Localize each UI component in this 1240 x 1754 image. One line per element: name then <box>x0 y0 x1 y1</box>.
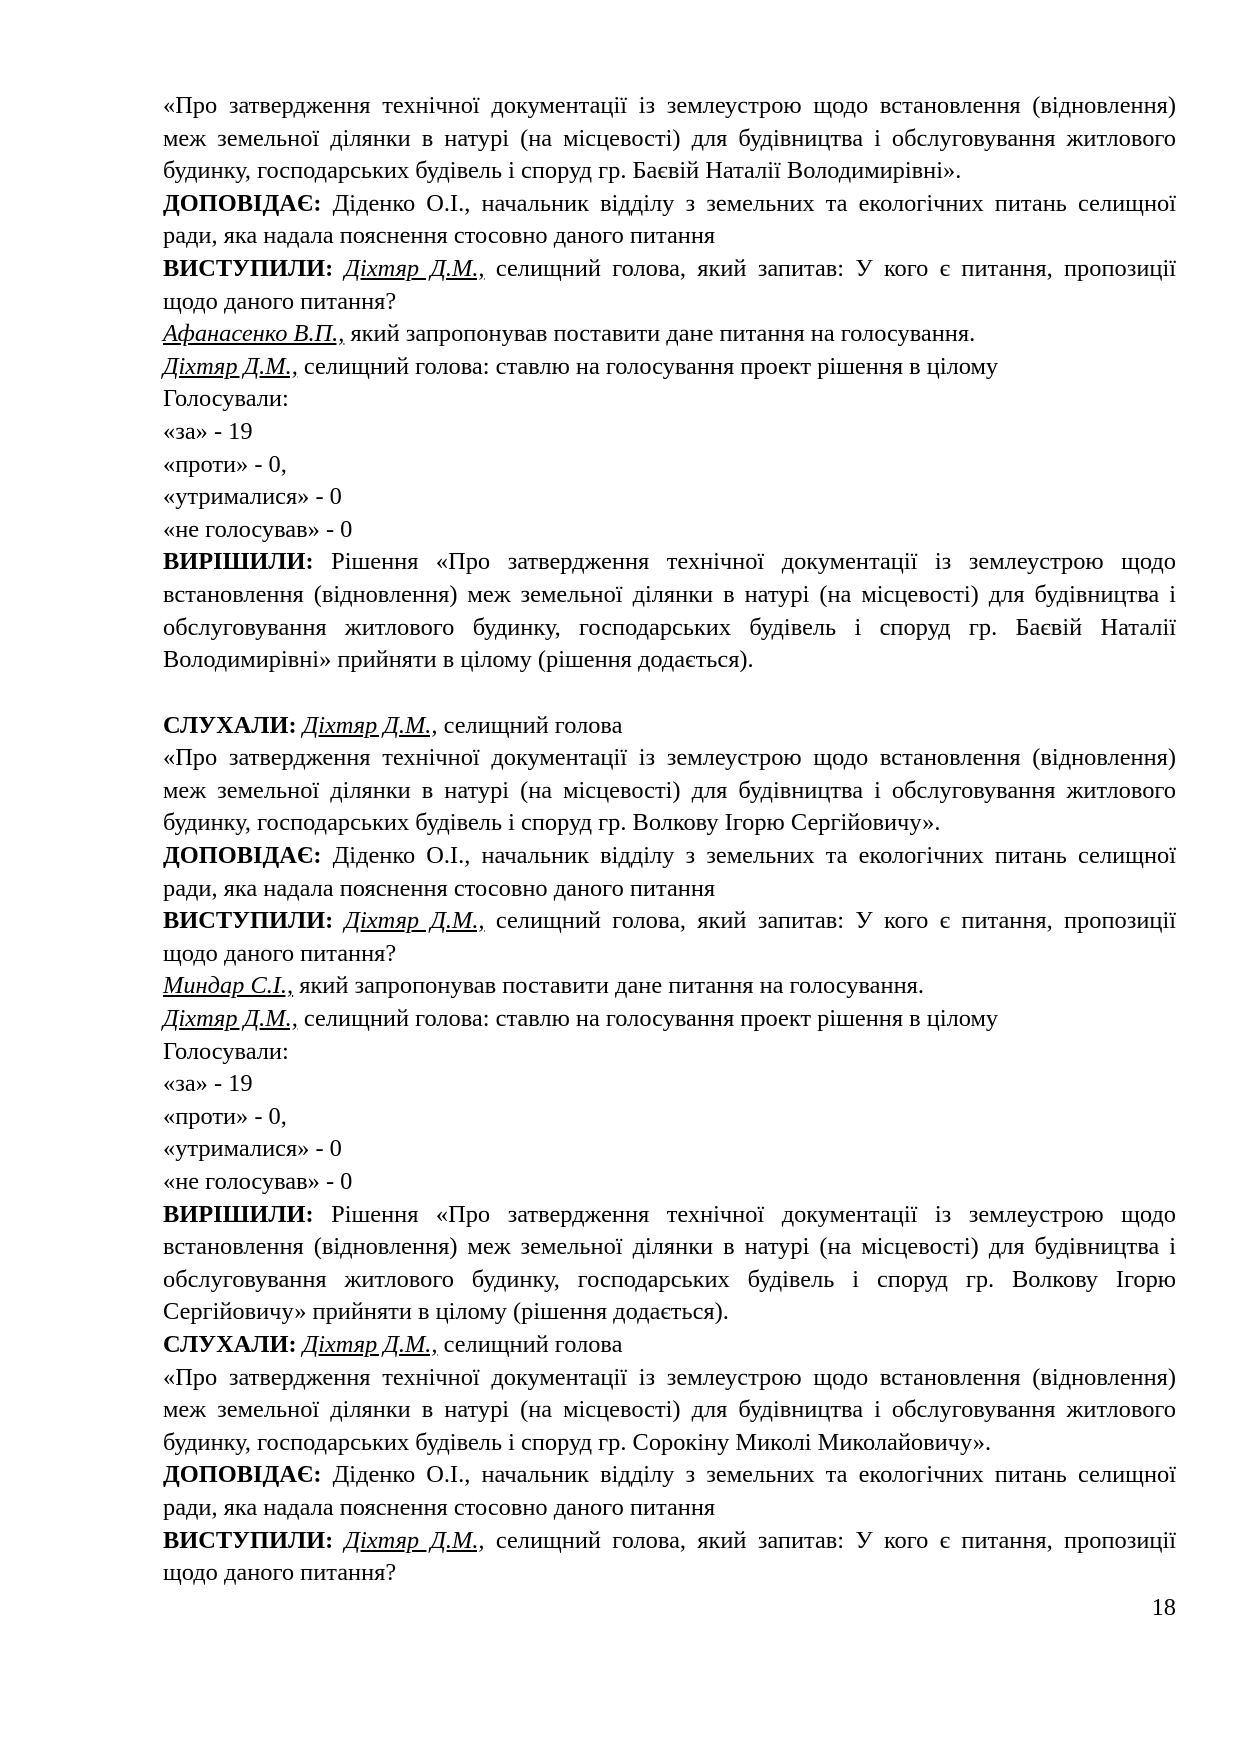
item1-vote-abstain <box>163 481 1176 514</box>
text-run: Голосували: <box>163 1037 289 1065</box>
section-keyword: ВИСТУПИЛИ: <box>163 907 334 935</box>
person-name: Миндар С.І., <box>163 972 294 1000</box>
item2-proposal <box>163 970 1176 1003</box>
text-run <box>333 255 344 282</box>
item3-reporter <box>163 1459 1176 1524</box>
text-run: «не голосував» - 0 <box>163 515 353 543</box>
item3-heard <box>163 1329 1176 1362</box>
text-run: селищний голова: ставлю на голосування проект рішення в цілому <box>297 1005 999 1033</box>
person-name: Діхтяр Д.М., <box>163 352 298 380</box>
section-keyword: ВИСТУПИЛИ: <box>163 254 334 282</box>
text-run: селищний голова <box>437 1330 623 1358</box>
text-run: який запропонував поставити дане питання на голосування. <box>344 320 976 348</box>
item2-vote-for <box>163 1068 1176 1101</box>
person-name: Діхтяр Д.М., <box>302 1330 438 1358</box>
text-run: «утрималися» - 0 <box>163 483 342 511</box>
text-run: «за» - 19 <box>163 1070 253 1098</box>
item2-voted <box>163 1036 1176 1069</box>
text-run: який запропонував поставити дане питання на голосування. <box>293 972 924 1000</box>
text-run: Діденко О.І., начальник відділу з земельних та екологічних питань селищної ради, яка надала пояснення стосовно даного питання <box>163 1461 1176 1521</box>
text-run: селищний голова: ставлю на голосування проект рішення в цілому <box>297 352 999 380</box>
item2-chair <box>163 1003 1176 1036</box>
document-page <box>163 90 1176 1590</box>
item2-speakers <box>163 905 1176 970</box>
item1-vote-none <box>163 514 1176 547</box>
text-run: Рішення «Про затвердження технічної документації із землеустрою щодо встановлення (відновлення) меж земельної ділянки в натурі (на місцевості) для будівництва і обслуговування житлового будинку, господарських будівель і споруд гр. Баєвій Наталії Володимирівні» прийняти в цілому (рішення додається). <box>163 548 1176 674</box>
item2-vote-against <box>163 1101 1176 1134</box>
section-keyword: ВИСТУПИЛИ: <box>163 1526 334 1554</box>
text-run: «утрималися» - 0 <box>163 1135 342 1163</box>
section-keyword: ДОПОВІДАЄ: <box>163 189 322 217</box>
section-keyword: СЛУХАЛИ: <box>163 711 297 739</box>
item2-reporter <box>163 840 1176 905</box>
text-run: селищний голова, який запитав: У кого є питання, пропозиції щодо даного питання? <box>163 907 1176 967</box>
item2-decision <box>163 1199 1176 1329</box>
item2-heard <box>163 710 1176 743</box>
text-run: «проти» - 0, <box>163 1102 287 1130</box>
text-run: селищний голова, який запитав: У кого є питання, пропозиції щодо даного питання? <box>163 254 1176 315</box>
item1-vote-for <box>163 416 1176 449</box>
item1-chair <box>163 351 1176 384</box>
text-run: «Про затвердження технічної документації із землеустрою щодо встановлення (відновлення) меж земельної ділянки в натурі (на місцевості) для будівництва і обслуговування житлового будинку, господарських будівель і споруд гр. Сорокіну Миколі Миколайовичу». <box>163 1363 1176 1456</box>
person-name: Діхтяр Д.М., <box>344 254 485 282</box>
text-run: селищний голова <box>437 711 623 739</box>
item1-proposal <box>163 318 1176 351</box>
text-run: Діденко О.І., начальник відділу з земельних та екологічних питань селищної ради, яка надала пояснення стосовно даного питання <box>163 842 1176 902</box>
text-run: Діденко О.І., начальник відділу з земельних та екологічних питань селищної ради, яка надала пояснення стосовно даного питання <box>163 189 1176 250</box>
section-keyword: ВИРІШИЛИ: <box>163 1200 314 1228</box>
text-run: Рішення «Про затвердження технічної документації із землеустрою щодо встановлення (відновлення) меж земельної ділянки в натурі (на місцевості) для будівництва і обслуговування житлового будинку, господарських будівель і споруд гр. Волкову Ігорю Сергійовичу» прийняти в цілому (рішення додається). <box>163 1200 1176 1326</box>
section-keyword: ВИРІШИЛИ: <box>163 548 314 576</box>
item3-speakers <box>163 1525 1176 1590</box>
item2-title <box>163 742 1176 840</box>
text-run: «за» - 19 <box>163 417 253 445</box>
item1-reporter <box>163 188 1176 253</box>
person-name: Діхтяр Д.М., <box>344 1526 485 1554</box>
item1-speakers <box>163 253 1176 318</box>
item3-title <box>163 1362 1176 1460</box>
item1-title <box>163 90 1176 188</box>
item1-vote-against <box>163 449 1176 482</box>
text-run: «проти» - 0, <box>163 450 287 478</box>
text-run: «Про затвердження технічної документації із землеустрою щодо встановлення (відновлення) меж земельної ділянки в натурі (на місцевості) для будівництва і обслуговування житлового будинку, господарських будівель і споруд гр. Баєвій Наталії Володимирівні». <box>163 92 1176 185</box>
person-name: Діхтяр Д.М., <box>344 907 485 935</box>
person-name: Діхтяр Д.М., <box>163 1005 298 1033</box>
text-run <box>333 907 344 934</box>
item1-decision <box>163 546 1176 676</box>
page-number: 18 <box>1151 1594 1176 1621</box>
item2-vote-abstain <box>163 1133 1176 1166</box>
text-run: «не голосував» - 0 <box>163 1168 353 1195</box>
section-keyword: ДОПОВІДАЄ: <box>163 1461 322 1489</box>
section-keyword: ДОПОВІДАЄ: <box>163 842 322 870</box>
section-gap <box>163 677 1176 710</box>
text-run: селищний голова, який запитав: У кого є питання, пропозиції щодо даного питання? <box>163 1526 1176 1587</box>
text-run: Голосували: <box>163 385 289 413</box>
text-run <box>333 1527 344 1554</box>
section-keyword: СЛУХАЛИ: <box>163 1330 297 1358</box>
text-run: «Про затвердження технічної документації із землеустрою щодо встановлення (відновлення) меж земельної ділянки в натурі (на місцевості) для будівництва і обслуговування житлового будинку, господарських будівель і споруд гр. Волкову Ігорю Сергійовичу». <box>163 744 1176 837</box>
person-name: Діхтяр Д.М., <box>302 711 438 739</box>
person-name: Афанасенко В.П., <box>163 320 345 348</box>
item2-vote-none <box>163 1166 1176 1199</box>
item1-voted <box>163 383 1176 416</box>
